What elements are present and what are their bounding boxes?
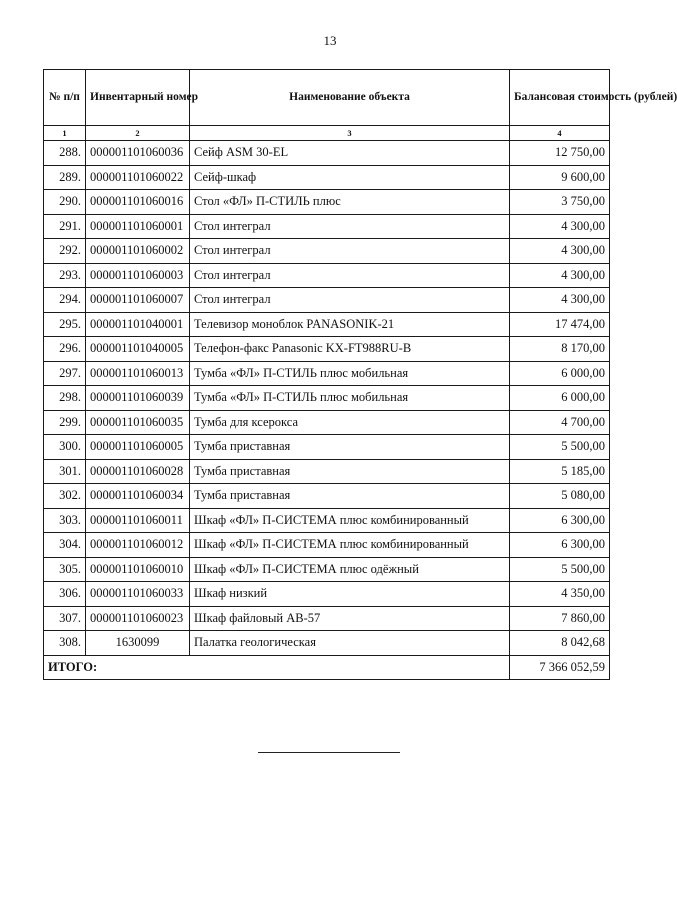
balance-value: 5 500,00 [510,435,610,460]
object-name: Стол интеграл [190,239,510,264]
object-name: Тумба «ФЛ» П-СТИЛЬ плюс мобильная [190,361,510,386]
object-name: Стол интеграл [190,288,510,313]
inventory-number: 000001101060010 [86,557,190,582]
column-number: 2 [86,126,190,141]
row-number: 308. [44,631,86,656]
table-header-row [44,70,610,126]
object-name: Тумба для ксерокса [190,410,510,435]
row-number: 303. [44,508,86,533]
inventory-number: 000001101060022 [86,165,190,190]
table-row [44,508,610,533]
object-name: Тумба приставная [190,435,510,460]
row-number: 297. [44,361,86,386]
row-number: 307. [44,606,86,631]
row-number: 289. [44,165,86,190]
inventory-number: 000001101060016 [86,190,190,215]
inventory-number: 000001101060028 [86,459,190,484]
balance-value: 4 300,00 [510,263,610,288]
object-name: Стол «ФЛ» П-СТИЛЬ плюс [190,190,510,215]
row-number: 301. [44,459,86,484]
inventory-number: 000001101060034 [86,484,190,509]
object-name: Тумба «ФЛ» П-СТИЛЬ плюс мобильная [190,386,510,411]
row-number: 298. [44,386,86,411]
table-row [44,606,610,631]
inventory-number: 000001101060012 [86,533,190,558]
table-row [44,165,610,190]
balance-value: 4 350,00 [510,582,610,607]
inventory-number: 000001101060011 [86,508,190,533]
header-balance-value: Балансовая стоимость (рублей) [510,70,610,126]
balance-value: 9 600,00 [510,165,610,190]
header-object-name: Наименование объекта [190,70,510,126]
inventory-number: 1630099 [86,631,190,656]
balance-value: 5 080,00 [510,484,610,509]
balance-value: 17 474,00 [510,312,610,337]
balance-value: 4 700,00 [510,410,610,435]
inventory-number: 000001101060035 [86,410,190,435]
inventory-number: 000001101060039 [86,386,190,411]
table-row [44,459,610,484]
column-number: 1 [44,126,86,141]
inventory-table [43,69,677,680]
inventory-number: 000001101040001 [86,312,190,337]
table-row [44,312,610,337]
inventory-number: 000001101040005 [86,337,190,362]
row-number: 304. [44,533,86,558]
object-name: Шкаф низкий [190,582,510,607]
row-number: 290. [44,190,86,215]
row-number: 292. [44,239,86,264]
end-divider [258,752,400,753]
table-row [44,190,610,215]
balance-value: 6 000,00 [510,386,610,411]
object-name: Телефон-факс Panasonic KX-FT988RU-B [190,337,510,362]
table-row [44,361,610,386]
row-number: 306. [44,582,86,607]
column-number: 4 [510,126,610,141]
balance-value: 6 300,00 [510,533,610,558]
row-number: 293. [44,263,86,288]
column-number: 3 [190,126,510,141]
table-row [44,410,610,435]
inventory-number: 000001101060036 [86,141,190,166]
inventory-number: 000001101060007 [86,288,190,313]
row-number: 296. [44,337,86,362]
inventory-number: 000001101060005 [86,435,190,460]
row-number: 295. [44,312,86,337]
balance-value: 7 860,00 [510,606,610,631]
balance-value: 12 750,00 [510,141,610,166]
object-name: Шкаф файловый АВ-57 [190,606,510,631]
object-name: Тумба приставная [190,459,510,484]
balance-value: 4 300,00 [510,214,610,239]
balance-value: 4 300,00 [510,239,610,264]
balance-value: 8 170,00 [510,337,610,362]
table-row [44,557,610,582]
row-number: 299. [44,410,86,435]
table-row [44,214,610,239]
column-numbers-row [44,126,610,141]
balance-value: 8 042,68 [510,631,610,656]
table-row [44,337,610,362]
table-row [44,386,610,411]
balance-value: 4 300,00 [510,288,610,313]
table-row [44,263,610,288]
object-name: Шкаф «ФЛ» П-СИСТЕМА плюс одёжный [190,557,510,582]
row-number: 300. [44,435,86,460]
row-number: 305. [44,557,86,582]
inventory-number: 000001101060033 [86,582,190,607]
object-name: Телевизор моноблок PANASONIK-21 [190,312,510,337]
row-number: 294. [44,288,86,313]
inventory-number: 000001101060002 [86,239,190,264]
balance-value: 5 500,00 [510,557,610,582]
header-inventory-number: Инвентарный номер [86,70,190,126]
table-row [44,631,610,656]
object-name: Шкаф «ФЛ» П-СИСТЕМА плюс комбинированный [190,508,510,533]
row-number: 288. [44,141,86,166]
total-value: 7 366 052,59 [510,655,610,679]
inventory-number: 000001101060003 [86,263,190,288]
inventory-number: 000001101060023 [86,606,190,631]
balance-value: 5 185,00 [510,459,610,484]
balance-value: 3 750,00 [510,190,610,215]
object-name: Шкаф «ФЛ» П-СИСТЕМА плюс комбинированный [190,533,510,558]
total-label: ИТОГО: [44,655,510,679]
inventory-number: 000001101060013 [86,361,190,386]
object-name: Стол интеграл [190,263,510,288]
object-name: Палатка геологическая [190,631,510,656]
table-row [44,239,610,264]
row-number: 302. [44,484,86,509]
table-body [44,141,610,656]
table-row [44,288,610,313]
table-row [44,582,610,607]
page-number: 13 [323,33,337,48]
table-row [44,141,610,166]
object-name: Сейф ASM 30-EL [190,141,510,166]
object-name: Сейф-шкаф [190,165,510,190]
balance-value: 6 300,00 [510,508,610,533]
balance-value: 6 000,00 [510,361,610,386]
object-name: Стол интеграл [190,214,510,239]
row-number: 291. [44,214,86,239]
object-name: Тумба приставная [190,484,510,509]
table-row [44,435,610,460]
header-num: № п/п [44,70,86,126]
table-row [44,533,610,558]
inventory-number: 000001101060001 [86,214,190,239]
table-row [44,484,610,509]
total-row [44,655,610,679]
